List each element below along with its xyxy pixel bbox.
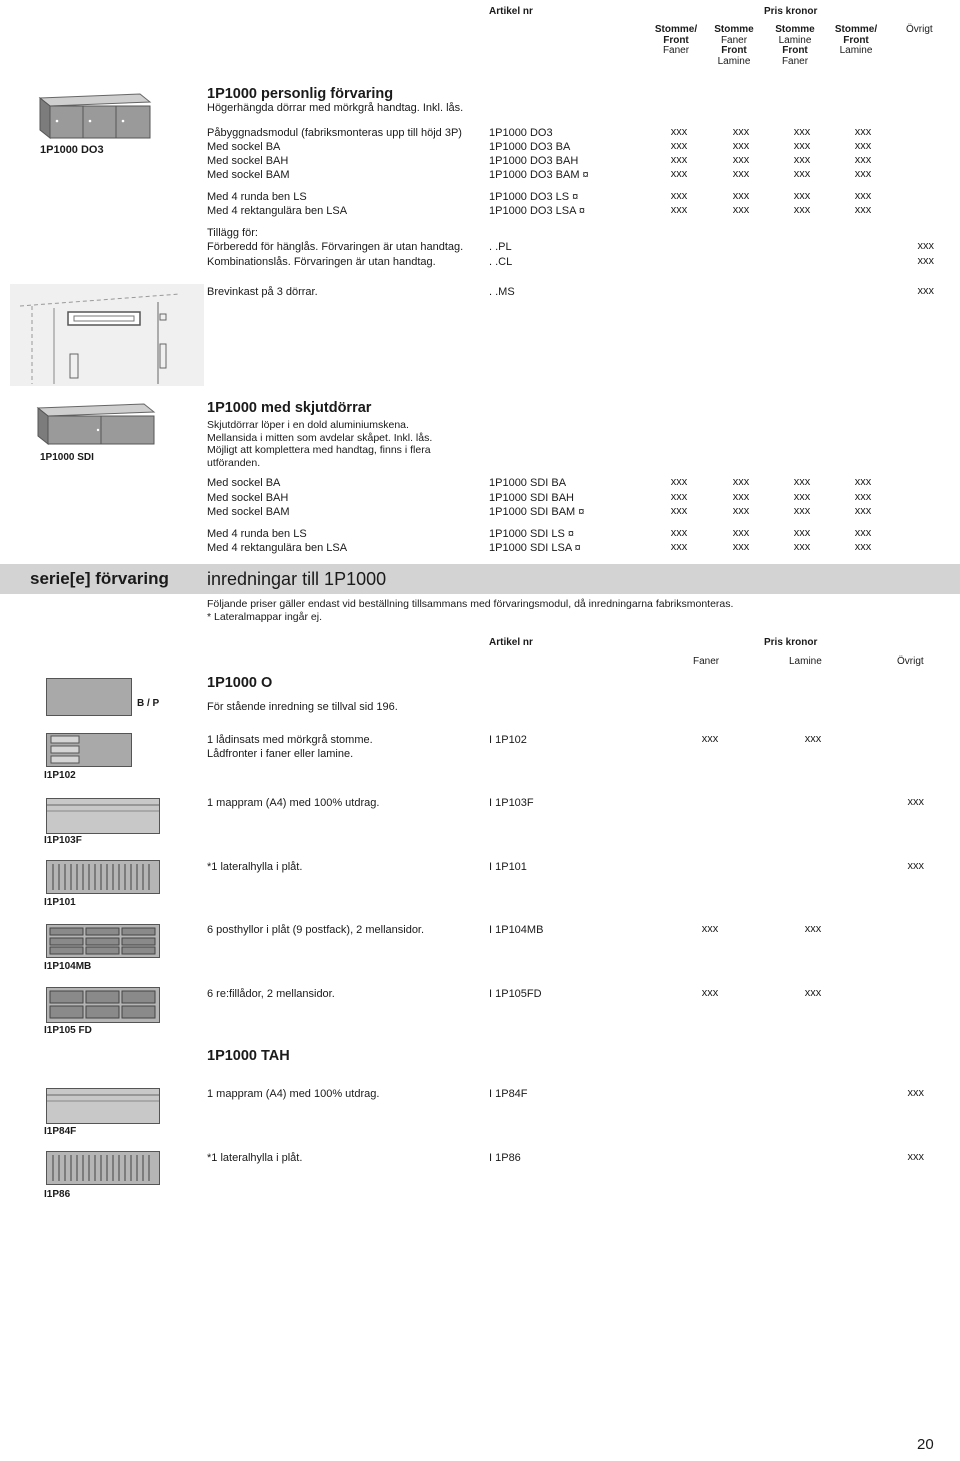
- band-series-title: serie[e] förvaring: [30, 569, 169, 588]
- image-caption: I1P103F: [44, 835, 82, 846]
- price: xxx: [732, 190, 750, 202]
- item-artikel: I 1P105FD: [489, 988, 542, 1000]
- price: xxx: [670, 527, 688, 539]
- image-caption: I1P104MB: [44, 961, 92, 972]
- drawer-insert-image: [46, 733, 132, 767]
- price: xxx: [854, 505, 872, 517]
- price: xxx: [854, 541, 872, 553]
- price: xxx: [732, 491, 750, 503]
- price: xxx: [917, 255, 934, 267]
- price: xxx: [732, 541, 750, 553]
- bp-label: B / P: [137, 698, 160, 709]
- price: xxx: [670, 476, 688, 488]
- row-artikel: 1P1000 SDI BAH: [489, 492, 574, 504]
- col-header-1: Stomme/ Front Faner: [654, 24, 698, 56]
- price: xxx: [732, 476, 750, 488]
- col-header-lamine: Lamine: [789, 656, 822, 667]
- page-number: 20: [917, 1436, 934, 1453]
- price-faner: xxx: [701, 987, 719, 999]
- item-description: *1 lateralhylla i plåt.: [207, 861, 303, 873]
- price: xxx: [854, 476, 872, 488]
- row-desc: Med sockel BA: [207, 141, 281, 153]
- price-ovrigt: xxx: [907, 1087, 924, 1099]
- image-caption: 1P1000 SDI: [40, 452, 94, 463]
- row-desc: Med sockel BAH: [207, 155, 289, 167]
- extra-artikel: . .PL: [489, 241, 512, 253]
- section-description: Skjutdörrar löper i en dold aluminiumskena. Mellansida i mitten som avdelar skåpet. Inkl. lås. Möjligt att komplettera med handtag, finns i flera utföranden.: [207, 419, 433, 469]
- price: xxx: [854, 204, 872, 216]
- tillagg-label: Tillägg för:: [207, 227, 258, 239]
- price: xxx: [793, 476, 811, 488]
- row-desc: Med 4 rektangulära ben LSA: [207, 542, 348, 554]
- row-desc: Med 4 rektangulära ben LSA: [207, 205, 348, 217]
- section-title: 1P1000 TAH: [207, 1048, 290, 1064]
- row-artikel: 1P1000 SDI BA: [489, 477, 567, 489]
- item-description: 6 re:fillådor, 2 mellansidor.: [207, 988, 335, 1000]
- item-artikel: I 1P101: [489, 861, 527, 873]
- row-artikel: 1P1000 DO3 BAH: [489, 155, 579, 167]
- item-artikel: I 1P86: [489, 1152, 521, 1164]
- section-title: 1P1000 personlig förvaring: [207, 86, 394, 102]
- item-artikel: I 1P104MB: [489, 924, 544, 936]
- row-desc: Med sockel BAH: [207, 492, 289, 504]
- section-title: 1P1000 med skjutdörrar: [207, 400, 372, 416]
- price-faner: xxx: [701, 733, 719, 745]
- extra-artikel: . .MS: [489, 286, 515, 298]
- image-caption: 1P1000 DO3: [40, 144, 104, 156]
- band-section-title: inredningar till 1P1000: [207, 569, 387, 589]
- file-frame-image: [46, 798, 160, 834]
- row-desc: Med 4 runda ben LS: [207, 528, 307, 540]
- row-artikel: 1P1000 SDI LS ¤: [489, 528, 575, 540]
- price: xxx: [854, 126, 872, 138]
- row-desc: Med sockel BA: [207, 477, 281, 489]
- price: xxx: [732, 126, 750, 138]
- row-desc: Med sockel BAM: [207, 506, 290, 518]
- image-caption: I1P102: [44, 770, 76, 781]
- section-subtitle: För stående inredning se tillval sid 196.: [207, 701, 398, 713]
- price: xxx: [854, 527, 872, 539]
- price: xxx: [732, 140, 750, 152]
- row-artikel: 1P1000 SDI BAM ¤: [489, 506, 585, 518]
- price: xxx: [670, 190, 688, 202]
- price: xxx: [854, 190, 872, 202]
- shelf-o-image: [46, 678, 132, 716]
- price: xxx: [917, 240, 934, 252]
- extra-desc: Förberedd för hänglås. Förvaringen är utan handtag.: [207, 241, 464, 253]
- price-lamine: xxx: [804, 923, 822, 935]
- col-header-faner: Faner: [693, 656, 720, 667]
- item-description: 1 mappram (A4) med 100% utdrag.: [207, 1088, 380, 1100]
- lateral-shelf-image: [46, 860, 160, 894]
- price-note: Följande priser gäller endast vid beställning tillsammans med förvaringsmodul, då inredningarna fabriksmonteras. * Lateralmappar ingår ej.: [207, 598, 734, 623]
- price-faner: xxx: [701, 923, 719, 935]
- file-frame-image: [46, 1088, 160, 1124]
- price-ovrigt: xxx: [907, 860, 924, 872]
- col-header-ovrigt: Övrigt: [906, 24, 933, 35]
- extra-artikel: . .CL: [489, 256, 513, 268]
- price: xxx: [670, 168, 688, 180]
- row-artikel: 1P1000 DO3 BAM ¤: [489, 169, 589, 181]
- price: xxx: [793, 541, 811, 553]
- item-artikel: I 1P103F: [489, 797, 534, 809]
- col-header-4: Stomme/ Front Lamine: [834, 24, 878, 56]
- row-desc: Påbyggnadsmodul (fabriksmonteras upp till höjd 3P): [207, 127, 462, 139]
- item-artikel: I 1P102: [489, 734, 527, 746]
- mail-slot-detail-image: [10, 284, 204, 386]
- price: xxx: [793, 154, 811, 166]
- price-ovrigt: xxx: [907, 1151, 924, 1163]
- price: xxx: [793, 140, 811, 152]
- item-artikel: I 1P84F: [489, 1088, 528, 1100]
- row-desc: Med sockel BAM: [207, 169, 290, 181]
- image-caption: I1P86: [44, 1189, 71, 1200]
- artikel-header: Artikel nr: [489, 637, 533, 648]
- refill-drawers-image: [46, 987, 160, 1023]
- price: xxx: [670, 126, 688, 138]
- col-header-ovrigt: Övrigt: [897, 656, 924, 667]
- price-ovrigt: xxx: [907, 796, 924, 808]
- pris-header: Pris kronor: [764, 6, 818, 17]
- pris-header: Pris kronor: [764, 637, 818, 648]
- price-lamine: xxx: [804, 733, 822, 745]
- item-description: 1 lådinsats med mörkgrå stomme. Lådfronter i faner eller lamine.: [207, 734, 373, 760]
- price: xxx: [670, 204, 688, 216]
- section-title: 1P1000 O: [207, 675, 273, 691]
- item-description: *1 lateralhylla i plåt.: [207, 1152, 303, 1164]
- price: xxx: [670, 541, 688, 553]
- price: xxx: [917, 285, 934, 297]
- price: xxx: [793, 204, 811, 216]
- image-caption: I1P84F: [44, 1126, 77, 1137]
- price-lamine: xxx: [804, 987, 822, 999]
- price: xxx: [793, 491, 811, 503]
- price: xxx: [854, 140, 872, 152]
- price: xxx: [793, 190, 811, 202]
- price: xxx: [793, 168, 811, 180]
- row-artikel: 1P1000 SDI LSA ¤: [489, 542, 581, 554]
- price: xxx: [732, 527, 750, 539]
- price: xxx: [670, 505, 688, 517]
- price: xxx: [854, 491, 872, 503]
- extra-desc: Brevinkast på 3 dörrar.: [207, 286, 318, 298]
- price: xxx: [670, 154, 688, 166]
- price: xxx: [670, 140, 688, 152]
- image-caption: I1P105 FD: [44, 1025, 92, 1036]
- col-header-2: Stomme Faner Front Lamine: [714, 24, 754, 67]
- price: xxx: [732, 204, 750, 216]
- row-artikel: 1P1000 DO3: [489, 127, 553, 139]
- price: xxx: [732, 168, 750, 180]
- price: xxx: [793, 126, 811, 138]
- price: xxx: [670, 491, 688, 503]
- price: xxx: [854, 154, 872, 166]
- post-shelves-image: [46, 924, 160, 958]
- price: xxx: [732, 154, 750, 166]
- col-header-3: Stomme Lamine Front Faner: [775, 24, 815, 67]
- price: xxx: [793, 505, 811, 517]
- row-artikel: 1P1000 DO3 BA: [489, 141, 571, 153]
- price: xxx: [854, 168, 872, 180]
- row-desc: Med 4 runda ben LS: [207, 191, 307, 203]
- row-artikel: 1P1000 DO3 LSA ¤: [489, 205, 586, 217]
- extra-desc: Kombinationslås. Förvaringen är utan handtag.: [207, 256, 436, 268]
- price: xxx: [732, 505, 750, 517]
- item-description: 6 posthyllor i plåt (9 postfack), 2 mellansidor.: [207, 924, 425, 936]
- section-subtitle: Högerhängda dörrar med mörkgrå handtag. Inkl. lås.: [207, 102, 464, 114]
- image-caption: I1P101: [44, 897, 76, 908]
- artikel-header: Artikel nr: [489, 6, 533, 17]
- item-description: 1 mappram (A4) med 100% utdrag.: [207, 797, 380, 809]
- price: xxx: [793, 527, 811, 539]
- row-artikel: 1P1000 DO3 LS ¤: [489, 191, 579, 203]
- lateral-shelf-image: [46, 1151, 160, 1185]
